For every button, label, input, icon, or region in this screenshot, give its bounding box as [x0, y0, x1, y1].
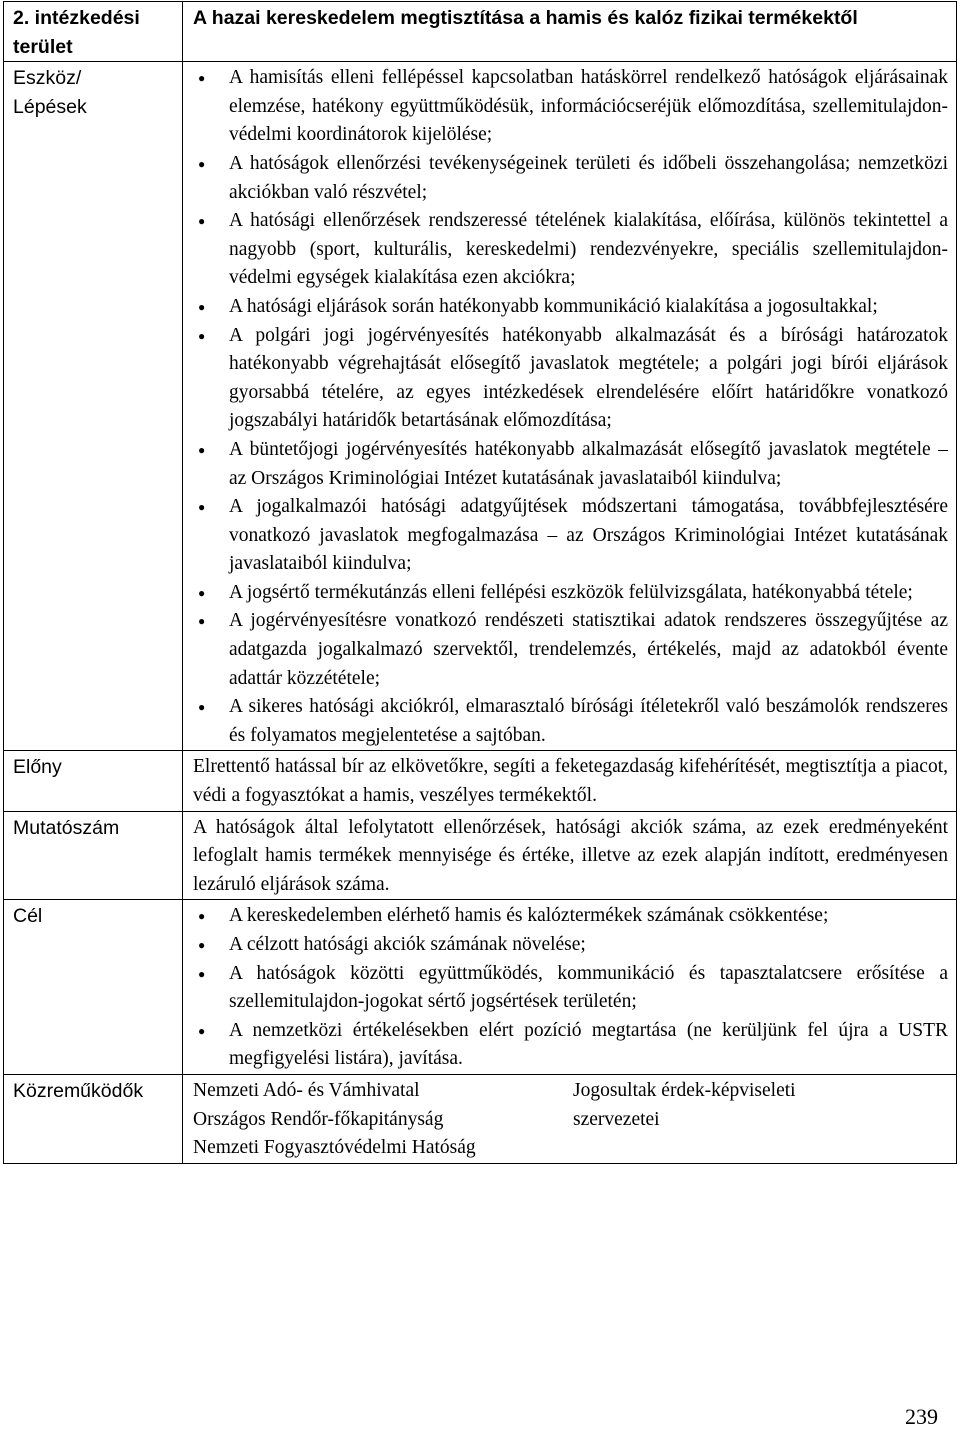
- elony-row: [4, 751, 957, 811]
- kozremukodok-row: [4, 1074, 957, 1163]
- eszkoz-content: [183, 62, 957, 751]
- agency-name: Országos Rendőr-főkapitányság: [193, 1108, 444, 1130]
- page-number: 239: [905, 1404, 938, 1429]
- mutatoszam-row: [4, 811, 957, 900]
- header-row: [4, 2, 957, 62]
- kozremukodok-right: [573, 1077, 948, 1163]
- cel-list: [193, 902, 948, 1074]
- cel-item: ● A hatóságok közötti együttműködés, kommunikáció és tapasztalatcsere erősítése a szellemitulajdon-jogokat sértő jogsértések területén;: [193, 960, 948, 1017]
- elony-label: Előny: [4, 751, 183, 811]
- kozremukodok-left: [193, 1077, 553, 1163]
- elony-text: Elrettentő hatással bír az elkövetőkre, segíti a feketegazdaság kifehérítését, megtisztítja a piacot, védi a fogyasztókat a hamis, veszélyes termékektől.: [183, 751, 957, 811]
- eszkoz-item: ● A hatósági eljárások során hatékonyabb kommunikáció kialakítása a jogosultakkal;: [193, 293, 948, 322]
- eszkoz-label-line-1: Eszköz/: [13, 67, 82, 90]
- cel-label: Cél: [4, 900, 183, 1075]
- header-title: A hazai kereskedelem megtisztítása a hamis és kalóz fizikai termékektől: [183, 2, 957, 62]
- eszkoz-row: [4, 62, 957, 751]
- eszkoz-label-line-2: Lépések: [13, 95, 87, 118]
- eszkoz-item: ● A sikeres hatósági akciókról, elmarasztaló bírósági ítéletekről való beszámolók rendszeres és folyamatos megjelentetése a sajtóban.: [193, 693, 948, 750]
- cel-content: [183, 900, 957, 1075]
- eszkoz-item: ● A hatóságok ellenőrzési tevékenységeinek területi és időbeli összehangolása; nemzetközi akciókban való részvétel;: [193, 150, 948, 207]
- kozremukodok-columns: [193, 1077, 948, 1163]
- stakeholder-line: Jogosultak érdek-képviseleti: [573, 1079, 796, 1101]
- agency-name: Nemzeti Adó- és Vámhivatal: [193, 1079, 420, 1101]
- cel-item: ● A nemzetközi értékelésekben elért pozíció megtartása (ne kerüljünk fel újra a USTR megfigyelési listára), javítása.: [193, 1017, 948, 1074]
- mutatoszam-text: A hatóságok által lefolytatott ellenőrzések, hatósági akciók száma, az ezek eredményeként lefoglalt hamis termékek mennyisége és értéke, illetve az ezek alapján indított, eredményesen lezáruló eljárások száma.: [183, 811, 957, 900]
- cel-item: ● A kereskedelemben elérhető hamis és kalóztermékek számának csökkentése;: [193, 902, 948, 931]
- cel-item: ● A célzott hatósági akciók számának növelése;: [193, 931, 948, 960]
- eszkoz-item: ● A jogalkalmazói hatósági adatgyűjtések módszertani támogatása, továbbfejlesztésére vonatkozó javaslatok megfogalmazása – az Országos Kriminológiai Intézet kutatásának javaslataiból kiindulva;: [193, 493, 948, 579]
- cel-row: [4, 900, 957, 1075]
- measure-table: [3, 1, 957, 1164]
- eszkoz-item: ● A polgári jogi jogérvényesítés hatékonyabb alkalmazását és a bírósági határozatok hatékonyabb végrehajtását elősegítő javaslatok megtétele; a polgári jogi bírói eljárások gyorsabbá tételére, az egyes intézkedések elrendelésére előírt határidőkre vonatkozó jogszabályi határidők betartásának előmozdítása;: [193, 322, 948, 436]
- eszkoz-item: ● A jogérvényesítésre vonatkozó rendészeti statisztikai adatok rendszeres összegyűjtése az adatgazda jogalkalmazó szervektől, trendelemzés, értékelés, majd az adatokból évente adattár közzététele;: [193, 607, 948, 693]
- header-label: 2. intézkedési terület: [4, 2, 183, 62]
- kozremukodok-content: [183, 1074, 957, 1163]
- agency-name: Nemzeti Fogyasztóvédelmi Hatóság: [193, 1137, 476, 1159]
- stakeholder-line: szervezetei: [573, 1108, 660, 1130]
- eszkoz-list: [193, 64, 948, 750]
- eszkoz-item: ● A jogsértő termékutánzás elleni fellépési eszközök felülvizsgálata, hatékonyabbá tétele;: [193, 579, 948, 608]
- kozremukodok-label: Közreműködők: [4, 1074, 183, 1163]
- eszkoz-item: ● A hamisítás elleni fellépéssel kapcsolatban hatáskörrel rendelkező hatóságok eljárásainak elemzése, hatékony együttműködésük, információcseréjük előmozdítása, szellemitulajdon-védelmi koordinátorok kijelölése;: [193, 64, 948, 150]
- eszkoz-item: ● A hatósági ellenőrzések rendszeressé tételének kialakítása, előírása, különös tekintettel a nagyobb (sport, kulturális, kereskedelmi) rendezvényekre, speciális szellemitulajdon-védelmi egységek kialakítása ezen akciókra;: [193, 207, 948, 293]
- mutatoszam-label: Mutatószám: [4, 811, 183, 900]
- eszkoz-item: ● A büntetőjogi jogérvényesítés hatékonyabb alkalmazását elősegítő javaslatok megtétele – az Országos Kriminológiai Intézet kutatásának javaslataiból kiindulva;: [193, 436, 948, 493]
- eszkoz-label: [4, 62, 183, 751]
